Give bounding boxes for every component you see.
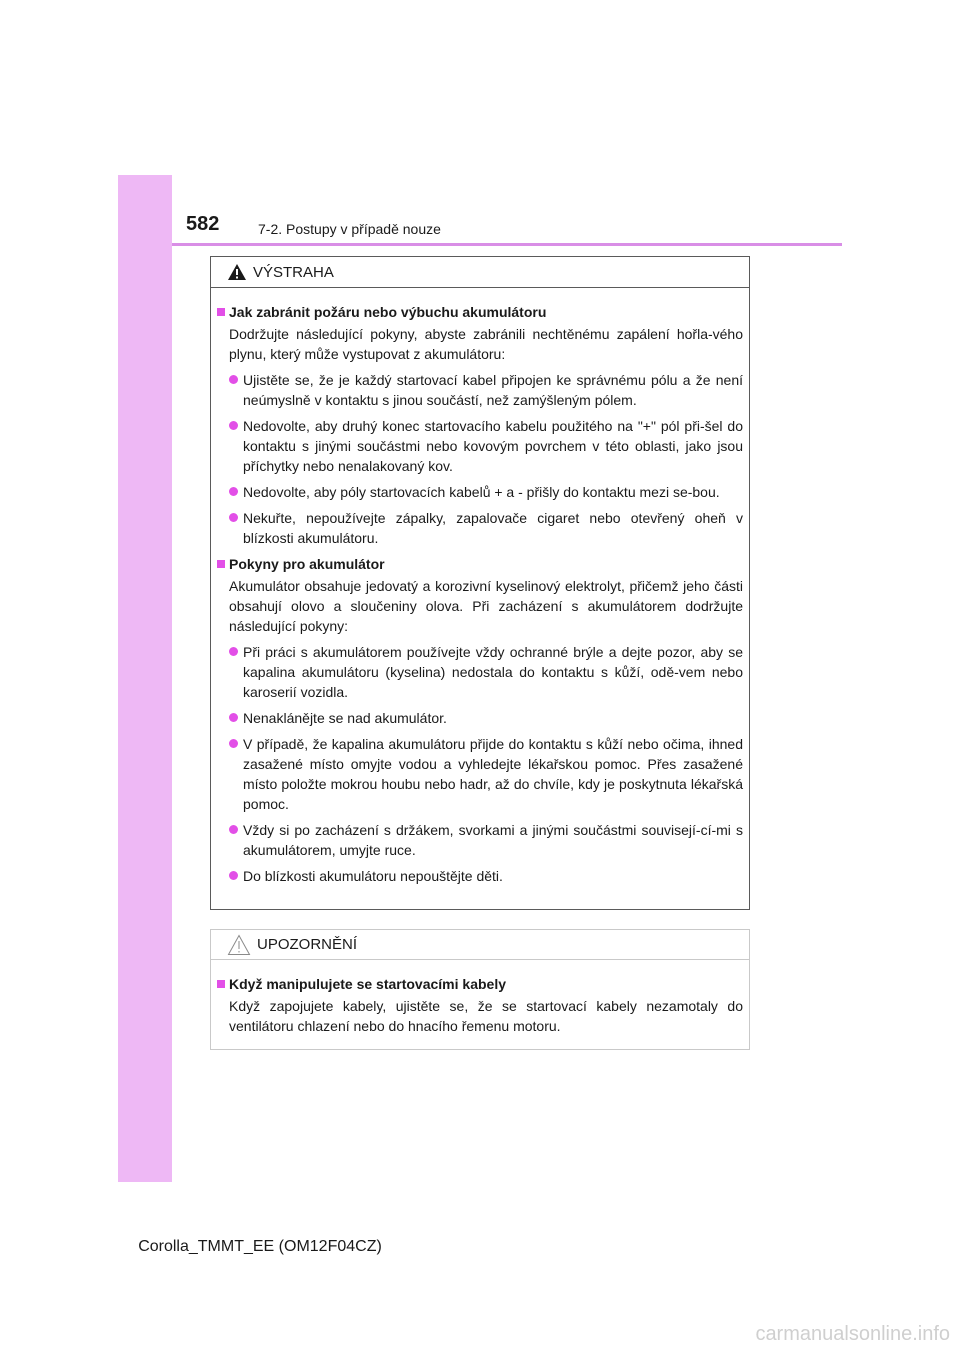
caution-body [211, 960, 749, 1036]
round-bullet-icon [229, 739, 238, 748]
caution-triangle-icon [227, 934, 251, 956]
warning-triangle-icon [227, 263, 247, 281]
section-title: 7-2. Postupy v případě nouze [258, 221, 441, 237]
round-bullet-icon [229, 375, 238, 384]
round-bullet-icon [229, 871, 238, 880]
warning-item-intro: Dodržujte následující pokyny, abyste zabránili nechtěnému zapálení hořla-vého plynu, který může vystupovat z akumulátoru: [229, 326, 743, 362]
bullet-item: Ujistěte se, že je každý startovací kabel připojen ke správnému pólu a že není neúmyslně v kontaktu s jinou součástí, než zamýšleným pólem. [229, 370, 743, 410]
square-bullet-icon [217, 980, 225, 988]
bullet-item: Nedovolte, aby druhý konec startovacího kabelu použitého na "+" pól při-šel do kontaktu s jinými součástmi nebo kovovým povrchem v této oblasti, jako jsou příchytky nebo nenalakovaný kov. [229, 416, 743, 476]
chapter-side-band [118, 175, 172, 1182]
bullet-item: Nedovolte, aby póly startovacích kabelů + a - přišly do kontaktu mezi se-bou. [229, 482, 743, 502]
warning-item-intro: Akumulátor obsahuje jedovatý a korozivní kyselinový elektrolyt, přičemž jeho části obsahují olovo a sloučeniny olova. Při zacházení s akumulátorem dodržujte následující pokyny: [229, 578, 743, 634]
warning-item [217, 554, 743, 886]
warning-box-header [211, 257, 749, 288]
bullet-item: Do blízkosti akumulátoru nepouštějte děti. [229, 866, 743, 886]
watermark: carmanualsonline.info [755, 1323, 950, 1345]
caution-item-intro: Když zapojujete kabely, ujistěte se, že se startovací kabely nezamotaly do ventilátoru chlazení nebo do hnacího řemenu motoru. [229, 998, 743, 1034]
warning-item [217, 302, 743, 548]
round-bullet-icon [229, 487, 238, 496]
warning-body [211, 288, 749, 886]
caution-box-header [211, 930, 749, 960]
round-bullet-icon [229, 513, 238, 522]
warning-box [210, 256, 750, 910]
header-rule [172, 243, 842, 246]
round-bullet-icon [229, 713, 238, 722]
caution-box [210, 929, 750, 1050]
bullet-item: Při práci s akumulátorem používejte vždy ochranné brýle a dejte pozor, aby se kapalina akumulátoru (kyselina) nedostala do kontaktu s kůží, odě-vem nebo karoserií vozidla. [229, 642, 743, 702]
bullet-item: Nenaklánějte se nad akumulátor. [229, 708, 743, 728]
round-bullet-icon [229, 421, 238, 430]
caution-item-heading: Když manipulujete se startovacími kabely [217, 974, 743, 994]
bullet-item: Vždy si po zacházení s držákem, svorkami a jinými součástmi souvisejí-cí-mi s akumulátorem, umyjte ruce. [229, 820, 743, 860]
warning-item-heading: Jak zabránit požáru nebo výbuchu akumulátoru [217, 302, 743, 322]
warning-item-heading: Pokyny pro akumulátor [217, 554, 743, 574]
bullet-item: V případě, že kapalina akumulátoru přijde do kontaktu s kůží nebo očima, ihned zasažené místo omyjte vodou a vyhledejte lékařskou pomoc. Přes zasažené místo položte mokrou houbu nebo hadr, až do chvíle, kdy je poskytnuta lékařská pomoc. [229, 734, 743, 814]
square-bullet-icon [217, 560, 225, 568]
caution-title: UPOZORNĚNÍ [257, 936, 358, 953]
square-bullet-icon [217, 308, 225, 316]
footer-doc-id: Corolla_TMMT_EE (OM12F04CZ) [138, 1238, 382, 1255]
bullet-item: Nekuřte, nepoužívejte zápalky, zapalovače cigaret nebo otevřený oheň v blízkosti akumulátoru. [229, 508, 743, 548]
round-bullet-icon [229, 647, 238, 656]
round-bullet-icon [229, 825, 238, 834]
warning-title: VÝSTRAHA [253, 263, 334, 281]
page-number: 582 [186, 213, 220, 235]
